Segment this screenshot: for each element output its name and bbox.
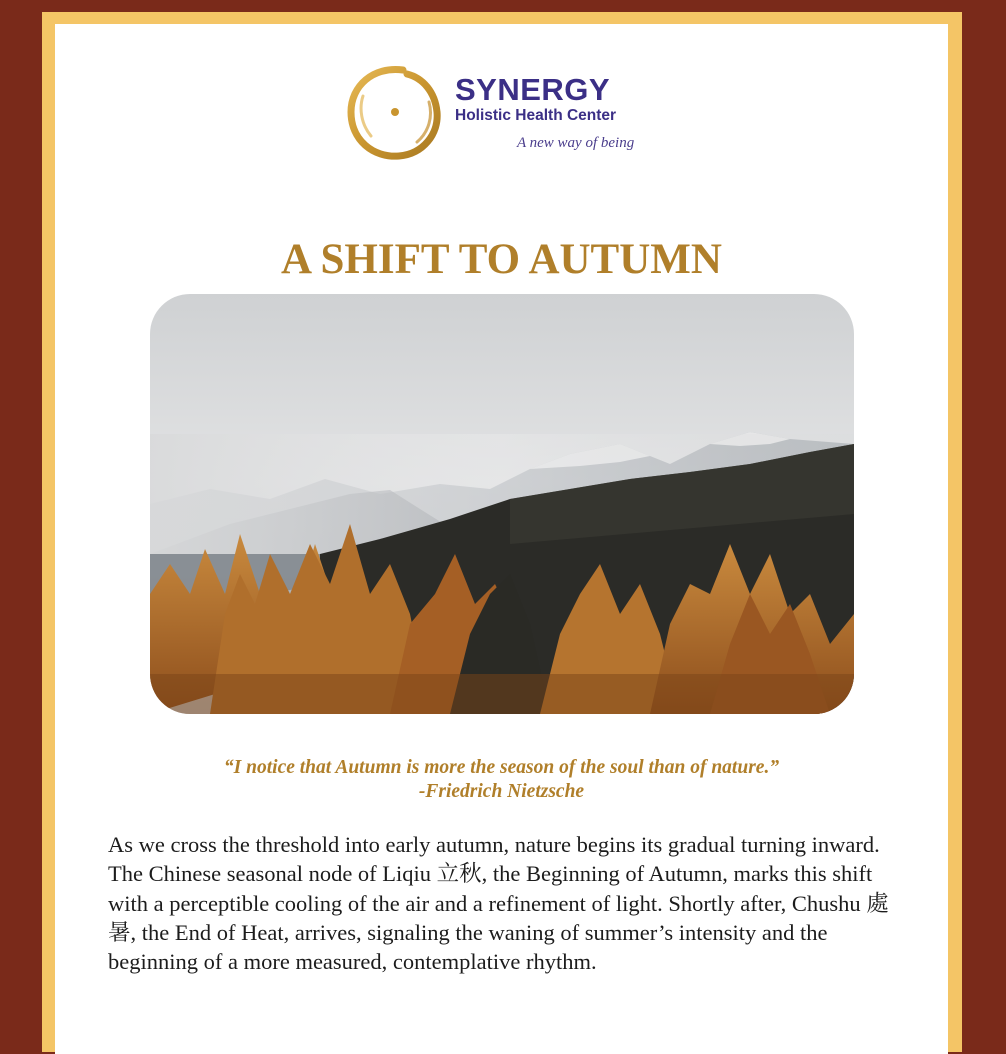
brand-tagline: A new way of being [517,135,635,151]
quote-text: “I notice that Autumn is more the season of the soul than of nature.” [223,757,780,778]
autumn-mountain-forest-photo-icon [150,294,854,714]
enso-circle-icon [343,62,445,164]
page-title: A SHIFT TO AUTUMN [281,236,722,283]
body-paragraph: As we cross the threshold into early autumn, nature begins its gradual turning inward. The Chinese seasonal node of Liqiu 立秋, the Beginning of Autumn, marks this shift with a perceptible cooling of the air and a refinement of light. Shortly after, Chushu 處暑, the End of Heat, arrives, signaling the waning of summer’s intensity and the beginning of a more measured, contemplative rhythm. [108,832,889,974]
synergy-logo[interactable] [343,62,663,166]
quote-author: -Friedrich Nietzsche [418,781,585,802]
newsletter-card [55,24,948,1054]
brand-subtitle: Holistic Health Center [455,107,617,124]
hero-image[interactable] [150,294,854,714]
brand-name: SYNERGY [455,72,611,107]
